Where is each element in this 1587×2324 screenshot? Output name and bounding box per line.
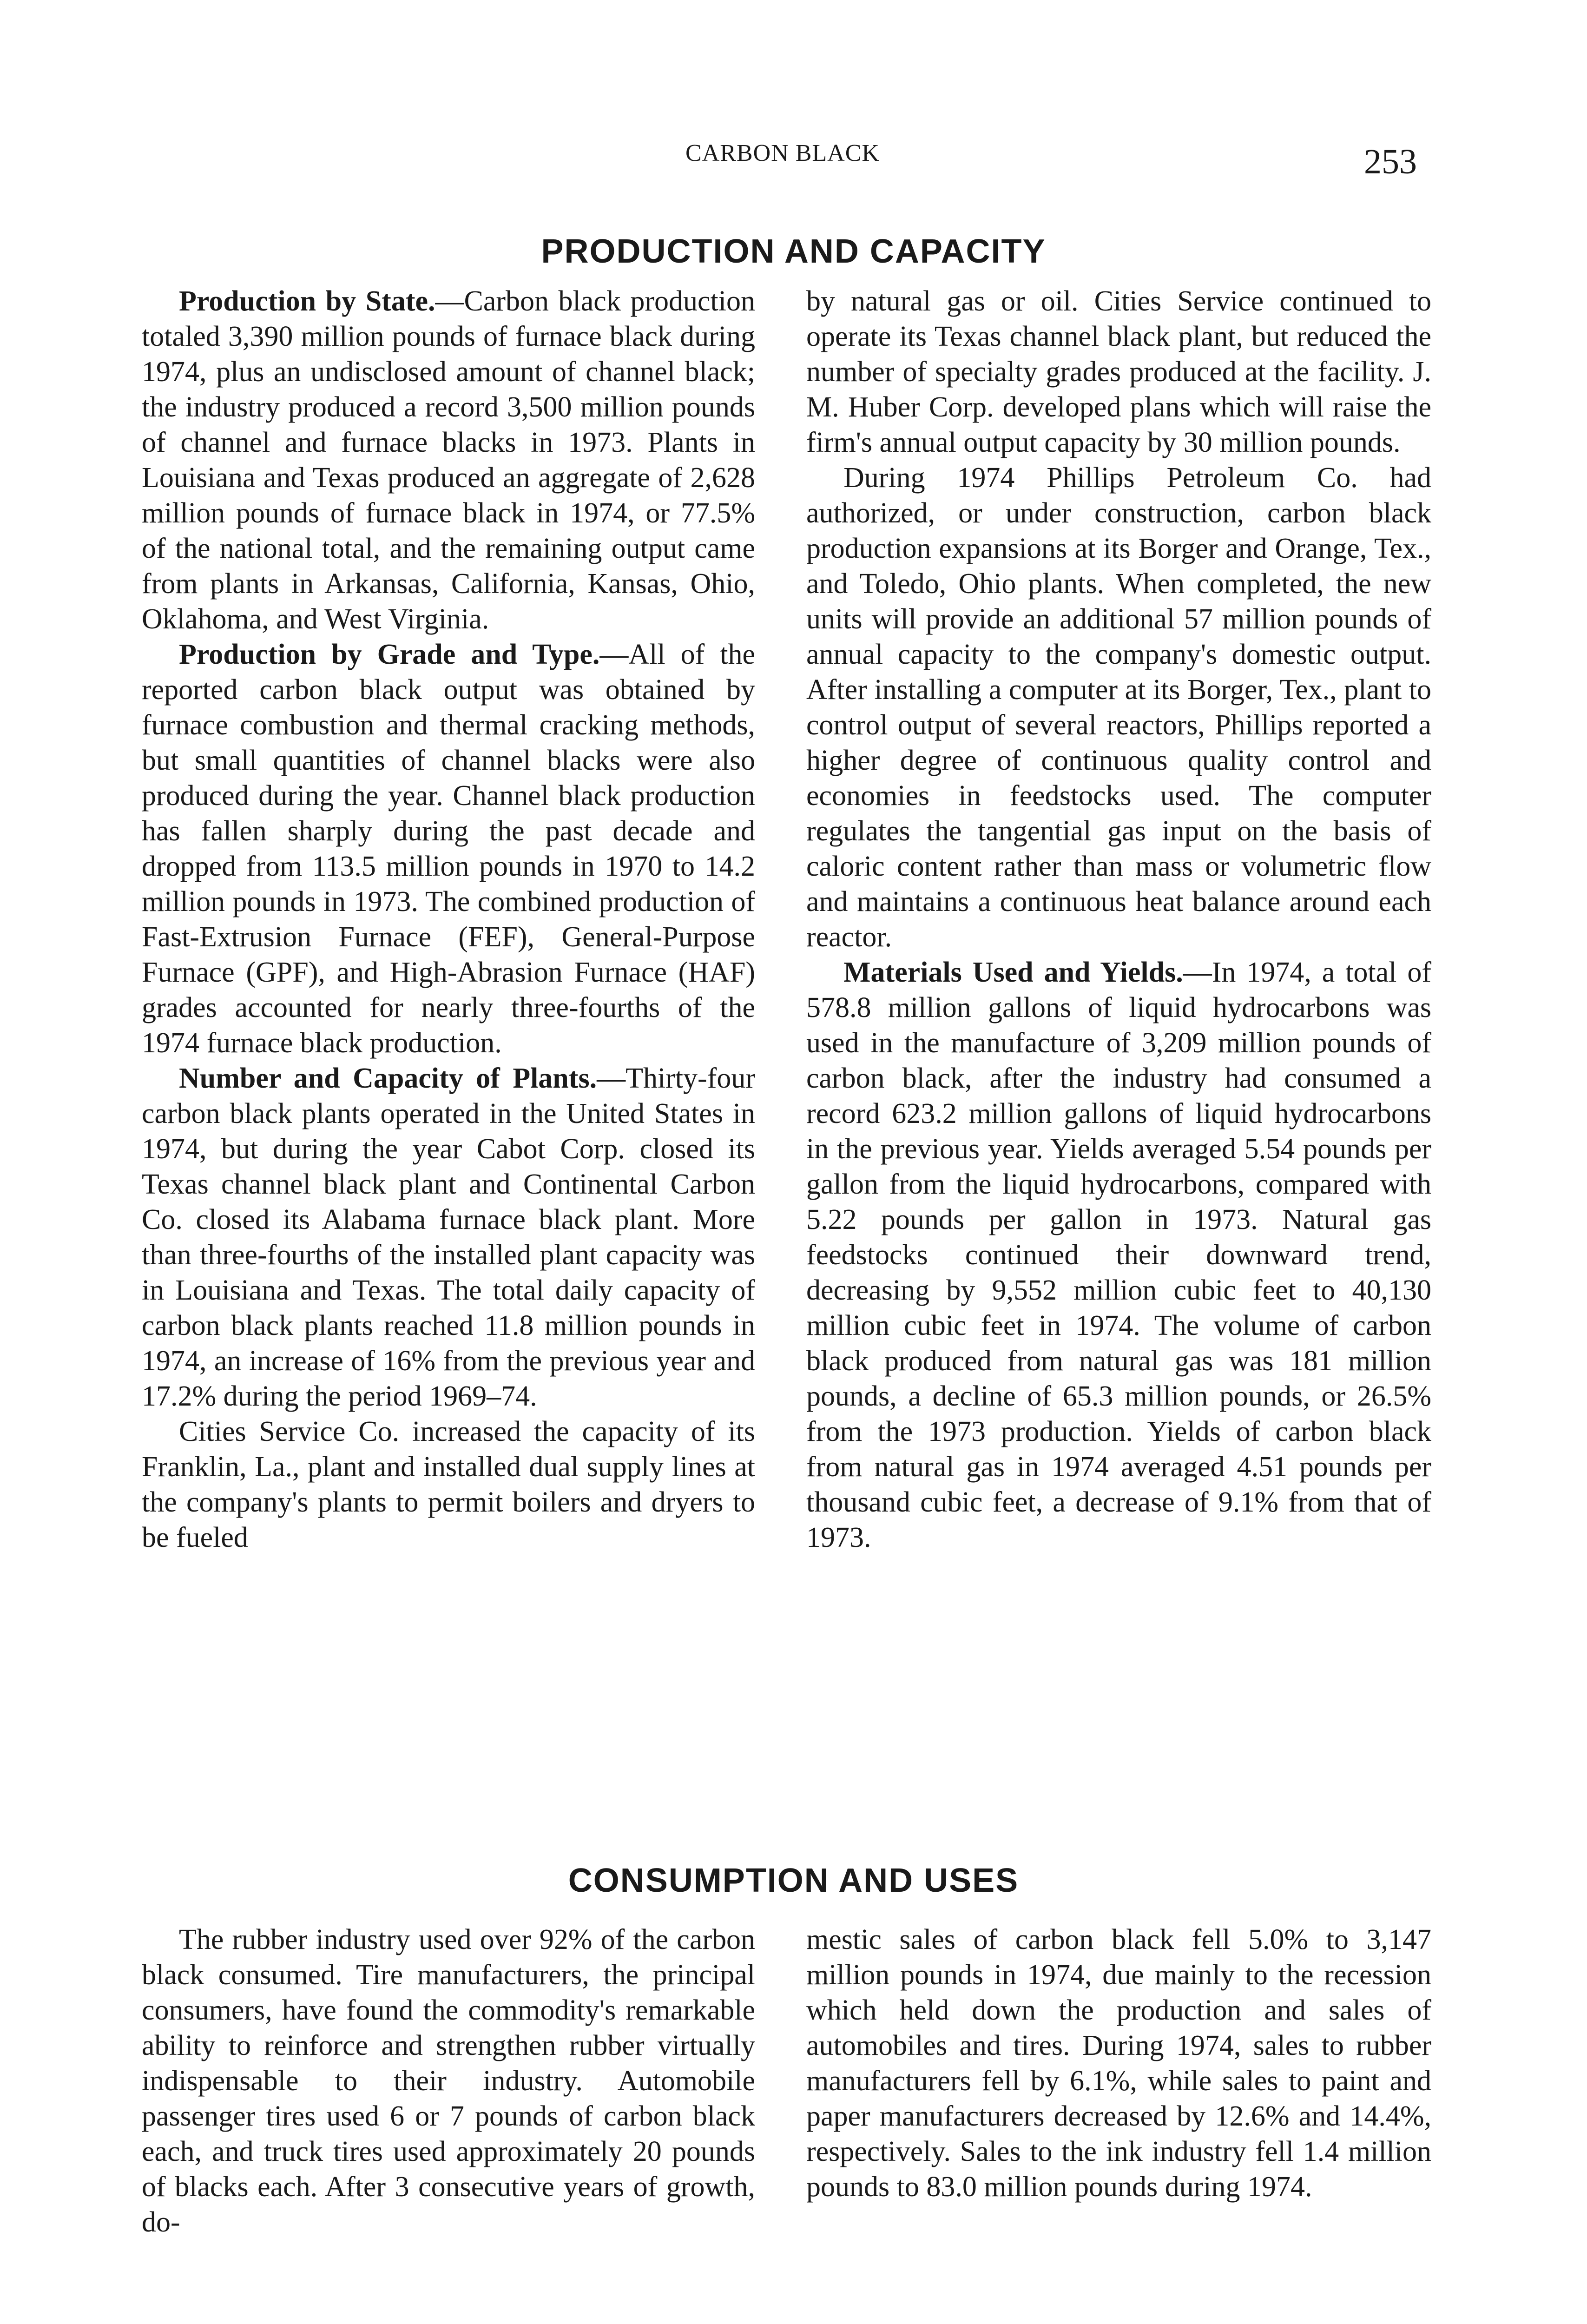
paragraph-text: Cities Service Co. increased the capacity of its Franklin, La., plant and installed dual supply lines at the company's plants to permit boilers and dryers to be fueled — [142, 1416, 755, 1553]
paragraph — [806, 460, 1431, 955]
paragraph — [142, 1414, 755, 1555]
page-number: 253 — [1364, 142, 1417, 181]
paragraph-text: —In 1974, a total of 578.8 million gallons of liquid hydrocarbons was used in the manufacture of 3,209 million pounds of carbon black, after the industry had consumed a record 623.2 million gallons of liquid hydrocarbons in the previous year. Yields averaged 5.54 pounds per gallon from the liquid hydrocarbons, compared with 5.22 pounds per gallon in 1973. Natural gas feedstocks continued their downward trend, decreasing by 9,552 million cubic feet to 40,130 million cubic feet in 1974. The volume of carbon black produced from natural gas was 181 million pounds, a decline of 65.3 million pounds, or 26.5% from the 1973 production. Yields of carbon black from natural gas in 1974 averaged 4.51 pounds per thousand cubic feet, a decrease of 9.1% from that of 1973. — [806, 957, 1431, 1553]
section-heading-production: PRODUCTION AND CAPACITY — [541, 233, 1046, 270]
section-heading-consumption: CONSUMPTION AND USES — [568, 1862, 1019, 1899]
paragraph — [142, 1061, 755, 1414]
production-left-column — [142, 284, 755, 1555]
paragraph-continuation: mestic sales of carbon black fell 5.0% to 3,147 million pounds in 1974, due mainly to the recession which held down the production and sales of automobiles and tires. During 1974, sales to rubber manufacturers fell by 6.1%, while sales to paint and paper manufacturers decreased by 12.6% and 14.4%, respectively. Sales to the ink industry fell 1.4 million pounds to 83.0 million pounds during 1974. — [806, 1924, 1431, 2203]
paragraph-continuation: by natural gas or oil. Cities Service continued to operate its Texas channel black plant, but reduced the number of specialty grades produced at the facility. J. M. Huber Corp. developed plans which will raise the firm's annual output capacity by 30 million pounds. — [806, 285, 1431, 458]
paragraph — [142, 284, 755, 637]
paragraph — [142, 637, 755, 1061]
paragraph-text: —All of the reported carbon black output was obtained by furnace combustion and thermal cracking methods, but small quantities of channel blacks were also produced during the year. Channel black production has fallen sharply during the past decade and dropped from 113.5 million pounds in 1970 to 14.2 million pounds in 1973. The combined production of Fast-Extrusion Furnace (FEF), General-Purpose Furnace (GPF), and High-Abrasion Furnace (HAF) grades accounted for nearly three-fourths of the 1974 furnace black production. — [142, 639, 755, 1059]
paragraph-text: During 1974 Phillips Petroleum Co. had authorized, or under construction, carbon black production expansions at its Borger and Orange, Tex., and Toledo, Ohio plants. When completed, the new units will provide an additional 57 million pounds of annual capacity to the company's domestic output. After installing a computer at its Borger, Tex., plant to control output of several reactors, Phillips reported a higher degree of continuous quality control and economies in feedstocks used. The computer regulates the tangential gas input on the basis of caloric content rather than mass or volumetric flow and maintains a continuous heat balance around each reactor. — [806, 462, 1431, 953]
run-in-heading: Materials Used and Yields. — [843, 957, 1183, 988]
production-right-column — [806, 284, 1431, 1555]
run-in-heading: Number and Capacity of Plants. — [179, 1063, 597, 1094]
consumption-left-column — [142, 1922, 755, 2240]
consumption-right-column — [806, 1922, 1431, 2205]
run-in-heading: Production by Grade and Type. — [179, 639, 600, 670]
paragraph-text: —Thirty-four carbon black plants operated in the United States in 1974, but during the year Cabot Corp. closed its Texas channel black plant and Continental Carbon Co. closed its Alabama furnace black plant. More than three-fourths of the installed plant capacity was in Louisiana and Texas. The total daily capacity of carbon black plants reached 11.8 million pounds in 1974, an increase of 16% from the previous year and 17.2% during the period 1969–74. — [142, 1063, 755, 1412]
running-title: CARBON BLACK — [685, 140, 880, 166]
paragraph-text: —Carbon black production totaled 3,390 million pounds of furnace black during 1974, plus an undisclosed amount of channel black; the industry produced a record 3,500 million pounds of channel and furnace blacks in 1973. Plants in Louisiana and Texas produced an aggregate of 2,628 million pounds of furnace black in 1974, or 77.5% of the national total, and the remaining output came from plants in Arkansas, California, Kansas, Ohio, Oklahoma, and West Virginia. — [142, 285, 755, 635]
run-in-heading: Production by State. — [179, 285, 435, 317]
paragraph — [806, 955, 1431, 1555]
paragraph: The rubber industry used over 92% of the carbon black consumed. Tire manufacturers, the principal consumers, have found the commodity's remarkable ability to reinforce and strengthen rubber virtually indispensable to their industry. Automobile passenger tires used 6 or 7 pounds of carbon black each, and truck tires used approximately 20 pounds of blacks each. After 3 consecutive years of growth, do- — [142, 1924, 755, 2238]
